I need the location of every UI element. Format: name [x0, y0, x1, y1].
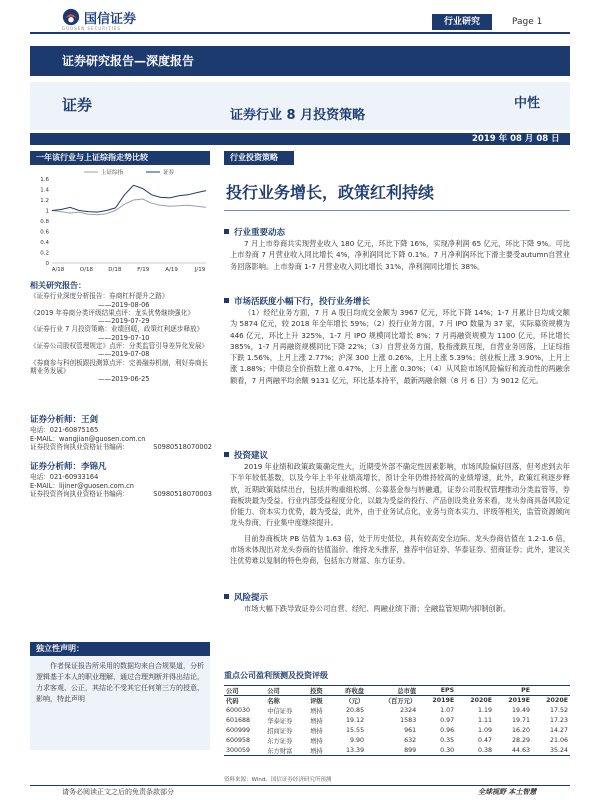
table-title: 重点公司盈利预测及投资评级	[224, 671, 328, 680]
analyst-phone: 021-60875165	[49, 426, 99, 435]
analyst-card: 证券分析师：王剑 电话：021-60875165 E-MAIL：wangjian@guosen.com.cn 证券投资咨询执业资格证书编码： S0980518070002	[30, 415, 212, 452]
table-row	[224, 746, 570, 756]
table-cell: 600030	[226, 707, 251, 714]
x-tick-label: D/18	[108, 267, 122, 273]
analyst-cert: S0980518070002	[153, 443, 212, 452]
table-cell: 增持	[310, 718, 323, 725]
x-tick-label: A/18	[51, 267, 65, 273]
table-cell: 899	[366, 746, 418, 756]
x-tick-label: J/19	[194, 267, 206, 273]
table-header-cell: 代码	[224, 696, 265, 706]
headline-rule	[224, 210, 570, 211]
table-cell: 600999	[226, 727, 251, 734]
table-header-cell: （元）	[332, 696, 366, 706]
section-title: 市场活跃度小幅下行，投行业务增长	[234, 296, 371, 307]
table-header-cell: 2020E	[532, 696, 570, 706]
sector-label: 证券	[62, 96, 93, 114]
logo-subtitle: GUOSEN SECURITIES	[62, 26, 121, 31]
analyst-phone: 021-60933164	[49, 473, 99, 482]
analyst-cert: S0980518070003	[153, 490, 212, 499]
table-cell: 1.11	[478, 717, 493, 724]
table-cell: 14.27	[549, 727, 568, 734]
table-header-cell: 投资	[308, 686, 332, 696]
table-header-cell: 2019E	[418, 696, 456, 706]
table-cell: 中信证券	[267, 708, 293, 715]
table-header-row	[224, 696, 570, 706]
table-cell: 17.23	[549, 717, 568, 724]
related-reports-label: 相关研究报告：	[30, 281, 86, 290]
independence-statement	[30, 642, 210, 750]
table-cell: 19.12	[346, 717, 365, 724]
section-header: 行业投资策略	[224, 151, 294, 165]
y-tick-label: 0	[45, 261, 49, 267]
table-cell: 东方证券	[267, 738, 293, 745]
table-row	[224, 736, 570, 746]
table-cell: 17.52	[549, 707, 568, 714]
table-header-cell: 评级	[308, 696, 332, 706]
independence-title: 独立性声明：	[30, 642, 210, 656]
related-report-item[interactable]: 《证券行业深度分析报告：券商杠杆提升之路》 ——2019-08-06	[30, 292, 169, 309]
table-header-cell: 名称	[265, 696, 308, 706]
table-cell: 0.97	[440, 717, 455, 724]
report-title: 证券行业 8 月投资策略	[230, 108, 366, 123]
table-header-row	[224, 686, 570, 696]
x-tick-label: F/19	[137, 267, 150, 273]
analyst-name: 李锦凡	[81, 462, 107, 472]
table-cell: 15.55	[346, 727, 365, 734]
category-tag: 行业研究	[432, 14, 492, 30]
page-number: Page 1	[512, 17, 543, 27]
table-cell: 28.29	[511, 737, 531, 744]
section-market	[224, 294, 570, 386]
series-line	[52, 185, 206, 212]
section-title: 投资建议	[234, 450, 269, 461]
table-cell: 961	[404, 727, 417, 734]
table-source: 资料来源：Wind、国信证券经济研究所预测	[224, 777, 332, 783]
y-tick-label: 0.2	[40, 250, 49, 257]
related-report-item[interactable]: 《券商参与科创板跟投测算点评：完善融券机制，利好券商长期业务发展》 ——2019-06-25	[30, 358, 209, 384]
table-header-cell: （百万元）	[366, 696, 418, 706]
footer-disclaimer: 请务必阅读正文之后的免责条款部分	[62, 788, 174, 796]
section-title: 行业重要动态	[234, 227, 286, 238]
section-investment-advice	[224, 448, 570, 567]
independence-text: 作者保证报告所采用的数据均来自合规渠道，分析逻辑基于本人的职业理解，通过合理判断并得出结论，力求客观、公正，其结论不受其它任何第三方的授意、影响，特此声明	[36, 662, 204, 703]
table-cell: 20.85	[346, 707, 365, 714]
related-reports	[30, 282, 212, 384]
table-row	[224, 726, 570, 736]
table-row	[224, 716, 570, 726]
chart-header: 一年该行业与上证综指走势比较	[30, 151, 210, 165]
related-report-item[interactable]: 《证券公司股权管理规定》点评：分类监管引导差异化发展》 ——2019-07-08	[30, 342, 209, 359]
table-cell: 1.07	[440, 707, 455, 714]
table-header-cell	[532, 686, 570, 696]
table-cell: 增持	[310, 708, 323, 715]
y-tick-label: 1.2	[40, 198, 49, 204]
table-cell: 东方财富	[265, 746, 308, 756]
table-header-cell: PE	[494, 686, 532, 696]
table-cell: 19.49	[511, 707, 531, 714]
table-cell: 44.63	[494, 746, 532, 756]
footer-slogan: 全球视野 本土智慧	[478, 788, 537, 796]
table-cell: 13.39	[332, 746, 366, 756]
section-industry-news	[224, 225, 570, 272]
table-cell: 1.09	[478, 727, 493, 734]
table-cell: 35.24	[532, 746, 570, 756]
x-tick-label: O/18	[79, 267, 93, 273]
table-cell: 9.90	[350, 737, 365, 744]
table-cell: 增持	[310, 728, 323, 735]
report-date: 2019 年 08 月 08 日	[472, 134, 560, 144]
section-title: 风险提示	[234, 592, 269, 603]
series-line	[52, 199, 206, 215]
analyst-card: 证券分析师：李锦凡 电话：021-60933164 E-MAIL：lijiner@guosen.com.cn 证券投资咨询执业资格证书编码： S0980518070003	[30, 462, 212, 499]
trend-chart	[30, 165, 210, 275]
table-cell: 0.35	[440, 737, 455, 744]
section-risk	[224, 590, 570, 614]
y-tick-label: 1	[45, 208, 49, 215]
headline: 投行业务增长，政策红利持续	[226, 183, 435, 202]
table-cell: 华泰证券	[267, 718, 293, 725]
x-tick-label: A/19	[165, 267, 178, 273]
paragraph: （1）经纪业务方面，7 月 A 股日均成交金额为 3967 亿元，环比下降 14%；1-7 月累计日均成交额为 5874 亿元，较 2018 年全年增长 59%；（2）投行业务方面，7 月 IPO 数量为 37 家，实际募资规模为 446 亿元，环比上升 325%，1-7 月 IPO 规模同比增长 8%；7 月再融资规模为 1100 亿元，环比增长 385%，1-7 月再融资规模同比下降 22%；（3）自营业务方面，股指涨跌互现，自营业务回落，上证综指下跌 1.56%，上月上涨 2.77%；沪深 300 上涨 0.26%，上月上涨 5.39%；创业板上涨 3.90%，上月上涨 1.88%；中债总全价指数上涨 0.47%，上月上涨 0.30%；（4）从风险市场风险偏好和流动性的两融余额看，7 月两融平均余额 9131 亿元，环比基本持平，最新两融余额（8 月 6 日）为 9012 亿元。	[230, 308, 570, 385]
related-report-item[interactable]: 《证券行业 7 月投资策略：业绩回暖，政策红利逐步释放》 ——2019-07-10	[30, 325, 204, 342]
table-cell: 0.96	[440, 727, 455, 734]
table-cell: 增持	[310, 738, 323, 745]
paragraph: 7 月上市券商共实现营业收入 180 亿元，环比下降 16%，实现净利润 65 亿元，环比下降 9%。可比上市券商 7 月营业收入同比增长 4%，净利润同比下降 0.1%。7 月净利润环比下滑主要受autumn自营业务回落影响。上市券商 1-7 月营业收入同比增长 31%，净利润同比增长 38%。	[230, 239, 570, 271]
table-cell: 632	[404, 737, 417, 744]
table-header-cell: 2020E	[456, 696, 494, 706]
table-cell: 16.20	[511, 727, 531, 734]
bullet-icon	[224, 298, 229, 303]
table-header-cell: 公司	[265, 686, 308, 696]
table-cell: 0.38	[456, 746, 494, 756]
analyst-email[interactable]: wangjian@guosen.com.cn	[58, 434, 146, 443]
legend-label: 证券	[163, 170, 175, 176]
table-header-cell: 昨收盘	[332, 686, 366, 696]
analyst-name: 王剑	[81, 415, 99, 425]
table-cell: 300059	[224, 746, 265, 756]
paragraph: 2019 年业绩和政策政策确定性大，近期受外部不确定性因素影响，市场风险偏好回落，但考虑到去年下半年较低基数，以及今年上半年业绩高增长，预计全年仍维持较高的业绩增速，此外，政策红利逐步释放，近期政策陆续出台，包括并购重组松绑、公募基金参与转融通，证券公司股权管理推动分类监管等，券商板块最为受益。行业内部受益程度分化，以最为受益的投行、产品创设类业务来看，龙头券商具备风险定价能力、资本实力优势，最为受益，此外，由于业务试点化，业务与资本实力、评级等相关，监管资源倾向龙头券商，行业集中度继续提升。	[230, 462, 570, 528]
table-header-cell: 总市值	[366, 686, 418, 696]
bullet-icon	[224, 229, 229, 234]
table-header-cell: EPS	[418, 686, 456, 696]
table-cell: 1.19	[478, 707, 493, 714]
logo	[62, 6, 136, 28]
bullet-icon	[224, 594, 229, 599]
y-tick-label: 0.6	[40, 229, 49, 236]
table-cell: 增持	[308, 746, 332, 756]
related-report-item[interactable]: 《2019 年券商分类评级结果点评：龙头优势继续强化》 ——2019-07-29	[30, 308, 194, 326]
table-cell: 19.71	[511, 717, 531, 724]
legend-label: 上证综指	[101, 170, 124, 176]
paragraph: 目前券商板块 PB 估值为 1.63 倍，处于历史低位，具有较高安全边际。龙头券商估值在 1.2-1.6 倍，市场未体现出对龙头券商的估值溢价。维持龙头推荐，推荐中信证券、华泰证券、招商证券；此外，建议关注优势难以复制的特色券商，包括东方财富、东方证券。	[230, 533, 570, 566]
report-type: 证券研究报告—深度报告	[62, 54, 195, 68]
header-rule	[30, 32, 570, 34]
table-row	[224, 706, 570, 716]
table-cell: 600958	[226, 737, 251, 744]
table-cell: 招商证券	[267, 728, 293, 735]
logo-text: 国信证券	[84, 11, 137, 27]
table-cell: 0.30	[418, 746, 456, 756]
table-cell: 1583	[400, 717, 417, 724]
y-tick-label: 0.8	[40, 219, 49, 225]
y-tick-label: 0.4	[40, 240, 49, 246]
table-cell: 0.47	[478, 737, 493, 744]
table-cell: 21.06	[549, 737, 568, 744]
table-cell: 601688	[226, 717, 251, 724]
footer-rule	[30, 785, 570, 786]
table-header-cell	[456, 686, 494, 696]
table-header-cell: 公司	[224, 686, 265, 696]
guosen-logo-icon	[62, 8, 80, 26]
table-header-cell: 2019E	[494, 696, 532, 706]
table-cell: 2324	[400, 707, 417, 714]
analyst-email[interactable]: lijiner@guosen.com.cn	[58, 481, 134, 490]
bullet-icon	[224, 452, 229, 457]
y-tick-label: 1.4	[40, 187, 49, 194]
rating: 中性	[514, 96, 541, 111]
forecast-table	[224, 685, 570, 756]
paragraph: 市场大幅下跌导致证券公司自营、经纪、两融业绩下滑；全融监管短期内抑制创新。	[244, 604, 510, 613]
y-tick-label: 1.6	[40, 177, 49, 183]
